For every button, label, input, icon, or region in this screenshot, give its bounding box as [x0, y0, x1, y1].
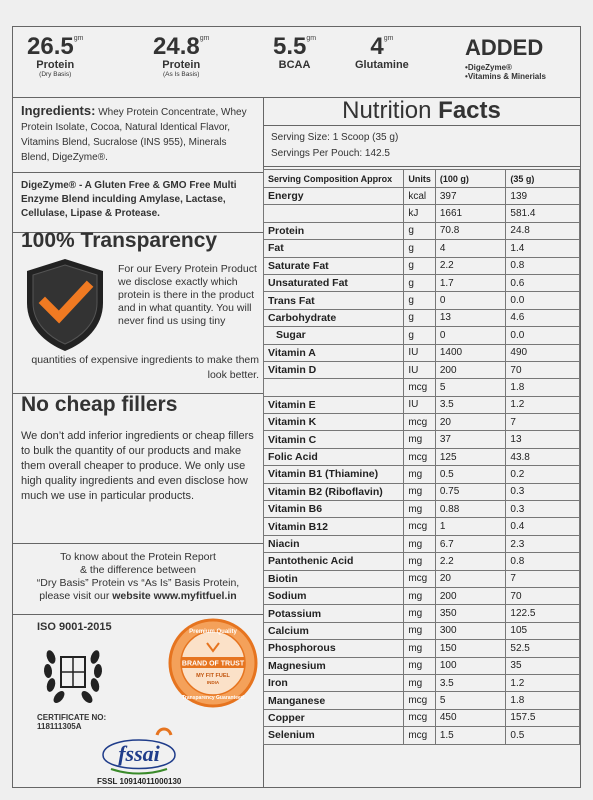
table-cell: 397: [435, 188, 506, 205]
stat-sub: (Dry Basis): [39, 71, 72, 78]
table-cell: mg: [404, 657, 436, 674]
table-cell: mg: [404, 501, 436, 518]
digezyme-box: DigeZyme® - A Gluten Free & GMO Free Multi Enzyme Blend inculding Amylase, Lactase, Cellulase, Lipase & Protease.: [13, 173, 263, 233]
table-cell: mcg: [404, 379, 436, 396]
table-row: [264, 222, 580, 239]
header-cell: Serving Composition Approx: [264, 170, 404, 188]
table-row: [264, 518, 580, 535]
table-cell: Folic Acid: [264, 448, 404, 465]
table-cell: 2.2: [435, 257, 506, 274]
table-cell: 7: [506, 414, 580, 431]
table-row: [264, 327, 580, 344]
stat-value: 26.5: [27, 33, 74, 60]
table-row: [264, 483, 580, 500]
table-cell: 70.8: [435, 222, 506, 239]
transparency-title: 100% Transparency: [21, 229, 218, 252]
stat-unit: gm: [306, 35, 317, 42]
table-cell: 70: [506, 361, 580, 378]
stat-glutamine: [355, 35, 409, 71]
table-cell: mg: [404, 587, 436, 604]
table-cell: 3.5: [435, 674, 506, 691]
fssai-logo-text: fssai: [118, 741, 160, 766]
stat-protein-dry: [27, 35, 83, 78]
servings-per-pouch: Servings Per Pouch: 142.5: [271, 148, 390, 159]
table-cell: mg: [404, 674, 436, 691]
table-row: [264, 501, 580, 518]
table-cell: 0: [435, 292, 506, 309]
stat-value: 4: [370, 33, 384, 60]
table-cell: 6.7: [435, 535, 506, 552]
header-cell: (100 g): [435, 170, 506, 188]
table-row: [264, 727, 580, 744]
table-cell: 1400: [435, 344, 506, 361]
table-cell: 4: [435, 240, 506, 257]
left-column: [13, 97, 264, 787]
table-cell: 1661: [435, 205, 506, 222]
header-cell: (35 g): [506, 170, 580, 188]
stat-label: Glutamine: [355, 59, 409, 71]
table-cell: mg: [404, 535, 436, 552]
table-cell: Vitamin B2 (Riboflavin): [264, 483, 404, 500]
table-cell: mcg: [404, 727, 436, 744]
table-cell: 1: [435, 518, 506, 535]
table-row: [264, 466, 580, 483]
table-cell: 0.4: [506, 518, 580, 535]
table-cell: mg: [404, 466, 436, 483]
table-cell: 2.3: [506, 535, 580, 552]
table-row: [264, 292, 580, 309]
stat-bcaa: [273, 35, 316, 71]
fillers-section: [13, 393, 263, 544]
table-cell: 490: [506, 344, 580, 361]
table-cell: 300: [435, 622, 506, 639]
table-cell: mcg: [404, 709, 436, 726]
serving-size: Serving Size: 1 Scoop (35 g): [271, 132, 399, 143]
seal-text-top: Premium Quality: [189, 629, 237, 635]
table-cell: 105: [506, 622, 580, 639]
table-row: [264, 188, 580, 205]
stat-label: Protein: [36, 59, 75, 71]
table-cell: 139: [506, 188, 580, 205]
stat-value: 5.5: [273, 33, 307, 60]
stat-unit: gm: [199, 35, 210, 42]
iso-laurel-icon: [41, 637, 105, 709]
table-cell: 5: [435, 379, 506, 396]
table-row: [264, 709, 580, 726]
table-cell: mg: [404, 640, 436, 657]
stat-unit: gm: [73, 35, 84, 42]
stats-bar: [13, 27, 580, 98]
added-item: • Vitamins & Minerials: [465, 72, 546, 81]
table-cell: Potassium: [264, 605, 404, 622]
table-row: [264, 587, 580, 604]
table-cell: 0.8: [506, 257, 580, 274]
table-cell: Vitamin B1 (Thiamine): [264, 466, 404, 483]
table-row: [264, 692, 580, 709]
table-cell: 0.0: [506, 292, 580, 309]
website-link[interactable]: website www.myfitfuel.in: [112, 590, 237, 602]
table-cell: mcg: [404, 692, 436, 709]
table-cell: 1.8: [506, 692, 580, 709]
table-cell: 13: [506, 431, 580, 448]
table-cell: 1.2: [506, 674, 580, 691]
table-cell: mcg: [404, 414, 436, 431]
table-row: [264, 379, 580, 396]
ingredients-text: Whey Protein Concentrate, Whey Protein Isolate, Cocoa, Natural Identical Flavor, Vitamins Blend, Sucralose (INS 955), Minerals Blend, DigeZyme®.: [21, 107, 247, 163]
table-cell: 200: [435, 587, 506, 604]
fillers-text: We don’t add inferior ingredients or cheap fillers to bulk the quantity of our products and make them overall cheaper to produce. We only use high quality ingredients and even disclose how much we use in particular products.: [21, 430, 254, 502]
header-cell: Units: [404, 170, 436, 188]
seal-text-mid: BRAND OF TRUST: [181, 660, 245, 668]
table-row: [264, 309, 580, 326]
table-row: [264, 344, 580, 361]
added-item: • DigeZyme®: [465, 63, 546, 72]
table-cell: Vitamin B6: [264, 501, 404, 518]
table-cell: mg: [404, 622, 436, 639]
table-row: [264, 553, 580, 570]
table-cell: 37: [435, 431, 506, 448]
nutrition-title: [263, 97, 580, 125]
table-cell: mcg: [404, 518, 436, 535]
table-row: [264, 431, 580, 448]
table-cell: 581.4: [506, 205, 580, 222]
certificate-number: [37, 713, 106, 731]
stat-unit: gm: [383, 35, 394, 42]
report-box: [13, 543, 263, 615]
table-cell: mg: [404, 483, 436, 500]
table-cell: Vitamin D: [264, 361, 404, 378]
label-frame: [12, 26, 581, 788]
table-cell: Vitamin B12: [264, 518, 404, 535]
nutrition-title-a: Nutrition: [342, 97, 439, 124]
table-cell: 125: [435, 448, 506, 465]
transparency-text: For our Every Protein Product we disclose exactly which protein is there in the product and in what quantity. You will never find us using tiny: [118, 263, 257, 327]
table-cell: Iron: [264, 674, 404, 691]
table-row: [264, 257, 580, 274]
table-cell: Phosphorous: [264, 640, 404, 657]
table-cell: 450: [435, 709, 506, 726]
table-cell: 200: [435, 361, 506, 378]
table-cell: Calcium: [264, 622, 404, 639]
stat-label: Protein: [162, 59, 201, 71]
table-header-row: [264, 170, 580, 188]
table-cell: 70: [506, 587, 580, 604]
table-cell: Biotin: [264, 570, 404, 587]
table-cell: 43.8: [506, 448, 580, 465]
table-cell: Vitamin E: [264, 396, 404, 413]
table-cell: 24.8: [506, 222, 580, 239]
table-cell: Pantothenic Acid: [264, 553, 404, 570]
table-cell: Manganese: [264, 692, 404, 709]
table-cell: g: [404, 257, 436, 274]
table-cell: Protein: [264, 222, 404, 239]
table-cell: Magnesium: [264, 657, 404, 674]
table-cell: Energy: [264, 188, 404, 205]
table-cell: Sodium: [264, 587, 404, 604]
table-cell: 0: [435, 327, 506, 344]
table-cell: kJ: [404, 205, 436, 222]
stat-label: BCAA: [278, 59, 311, 71]
nutrition-table: [263, 169, 580, 745]
table-cell: 0.5: [435, 466, 506, 483]
table-cell: 1.5: [435, 727, 506, 744]
ingredients-label: Ingredients:: [21, 103, 96, 118]
table-cell: 1.2: [506, 396, 580, 413]
brand-of-trust-seal-icon: [167, 617, 259, 709]
table-row: [264, 674, 580, 691]
table-cell: g: [404, 240, 436, 257]
table-cell: Trans Fat: [264, 292, 404, 309]
serving-info: [263, 125, 580, 167]
table-cell: kcal: [404, 188, 436, 205]
table-cell: 157.5: [506, 709, 580, 726]
table-cell: 100: [435, 657, 506, 674]
nutrition-table-body: [264, 188, 580, 745]
table-row: [264, 361, 580, 378]
report-line: & the difference between: [80, 564, 196, 576]
table-row: [264, 535, 580, 552]
table-cell: 0.3: [506, 501, 580, 518]
table-cell: IU: [404, 361, 436, 378]
table-cell: 1.4: [506, 240, 580, 257]
table-cell: Carbohydrate: [264, 309, 404, 326]
table-cell: 0.3: [506, 483, 580, 500]
table-cell: 1.7: [435, 274, 506, 291]
transparency-section: [13, 229, 263, 394]
table-cell: mg: [404, 605, 436, 622]
table-cell: 2.2: [435, 553, 506, 570]
table-cell: 0.88: [435, 501, 506, 518]
table-cell: 1.8: [506, 379, 580, 396]
table-cell: 13: [435, 309, 506, 326]
table-cell: [264, 379, 404, 396]
seal-text-brand: MY FIT FUEL: [196, 673, 230, 679]
certificate-value: 118111305A: [37, 722, 82, 731]
table-cell: 20: [435, 414, 506, 431]
table-row: [264, 274, 580, 291]
added-box: [465, 35, 546, 81]
table-cell: g: [404, 222, 436, 239]
table-row: [264, 448, 580, 465]
table-cell: Vitamin C: [264, 431, 404, 448]
table-cell: 0.2: [506, 466, 580, 483]
table-cell: mg: [404, 553, 436, 570]
table-cell: 150: [435, 640, 506, 657]
shield-check-icon: [23, 257, 107, 353]
table-cell: 0.0: [506, 327, 580, 344]
table-row: [264, 622, 580, 639]
table-cell: g: [404, 274, 436, 291]
table-row: [264, 205, 580, 222]
seal-text-bottom: Transparency Guaranteed: [182, 695, 244, 701]
table-cell: IU: [404, 344, 436, 361]
table-cell: 0.75: [435, 483, 506, 500]
table-row: [264, 657, 580, 674]
table-cell: 3.5: [435, 396, 506, 413]
table-cell: 5: [435, 692, 506, 709]
table-row: [264, 640, 580, 657]
table-cell: Selenium: [264, 727, 404, 744]
seal-text-country: INDIA: [206, 680, 220, 685]
table-cell: Saturate Fat: [264, 257, 404, 274]
table-cell: 52.5: [506, 640, 580, 657]
nutrition-title-b: Facts: [438, 97, 501, 124]
certificate-label: CERTIFICATE NO:: [37, 713, 107, 722]
table-cell: 0.5: [506, 727, 580, 744]
table-cell: Vitamin K: [264, 414, 404, 431]
table-cell: 0.8: [506, 553, 580, 570]
table-cell: IU: [404, 396, 436, 413]
ingredients-box: [13, 97, 263, 173]
table-cell: Copper: [264, 709, 404, 726]
stat-value: 24.8: [153, 33, 200, 60]
table-cell: [264, 205, 404, 222]
table-cell: 122.5: [506, 605, 580, 622]
table-cell: 4.6: [506, 309, 580, 326]
table-cell: Niacin: [264, 535, 404, 552]
table-cell: Vitamin A: [264, 344, 404, 361]
table-cell: 7: [506, 570, 580, 587]
certifications: [13, 615, 263, 787]
transparency-text-cont: quantities of expensive ingredients to make them look better.: [31, 354, 259, 381]
table-cell: mcg: [404, 448, 436, 465]
table-cell: mcg: [404, 570, 436, 587]
table-cell: 20: [435, 570, 506, 587]
table-cell: mg: [404, 431, 436, 448]
added-title: ADDED: [465, 35, 544, 60]
table-row: [264, 396, 580, 413]
table-cell: 350: [435, 605, 506, 622]
table-cell: g: [404, 309, 436, 326]
report-line: please visit our: [39, 590, 113, 602]
table-cell: 0.6: [506, 274, 580, 291]
added-list: [465, 63, 546, 81]
table-row: [264, 605, 580, 622]
report-line: To know about the Protein Report: [60, 551, 216, 563]
fssai-logo-icon: [99, 725, 179, 777]
table-cell: 35: [506, 657, 580, 674]
iso-label: ISO 9001-2015: [37, 621, 112, 633]
table-cell: Fat: [264, 240, 404, 257]
table-row: [264, 240, 580, 257]
table-cell: g: [404, 292, 436, 309]
fssl-number: FSSL 10914011000130: [97, 777, 182, 786]
table-cell: Sugar: [264, 327, 404, 344]
stat-sub: (As Is Basis): [162, 71, 200, 78]
fillers-title: No cheap fillers: [21, 393, 178, 416]
report-line: “Dry Basis” Protein vs “As Is” Basis Protein,: [36, 577, 240, 589]
table-row: [264, 414, 580, 431]
table-row: [264, 570, 580, 587]
table-cell: g: [404, 327, 436, 344]
table-cell: Unsaturated Fat: [264, 274, 404, 291]
stat-protein-asis: [153, 35, 209, 78]
